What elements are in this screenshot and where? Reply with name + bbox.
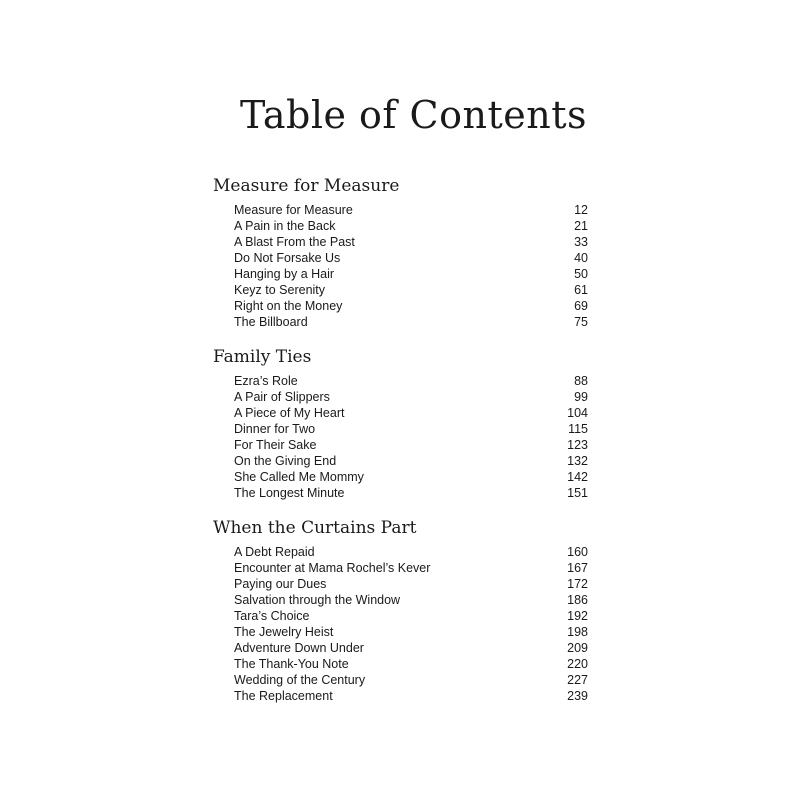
entry-page-number: 172 <box>567 577 588 591</box>
entry-page-number: 132 <box>567 454 588 468</box>
entry-list <box>213 202 588 330</box>
entry-title: Hanging by a Hair <box>234 267 335 281</box>
entry-page-number: 160 <box>567 545 588 559</box>
toc-section-family-ties <box>213 347 588 501</box>
entry-title: Salvation through the Window <box>234 593 401 607</box>
entry-page-number: 61 <box>574 283 588 297</box>
entry-title: Measure for Measure <box>234 203 353 217</box>
entry-list <box>213 373 588 501</box>
entry-page-number: 167 <box>567 561 588 575</box>
toc-entry <box>213 640 588 656</box>
entry-title: A Pain in the Back <box>234 219 336 233</box>
toc-entry <box>213 314 588 330</box>
toc-entry <box>213 266 588 282</box>
toc-entry <box>213 656 588 672</box>
toc-entry <box>213 576 588 592</box>
toc-entry <box>213 202 588 218</box>
entry-title: For Their Sake <box>234 438 317 452</box>
toc-body <box>213 176 588 721</box>
entry-title: The Billboard <box>234 315 308 329</box>
entry-page-number: 21 <box>574 219 588 233</box>
entry-page-number: 192 <box>567 609 588 623</box>
entry-title: Encounter at Mama Rochel’s Kever <box>234 561 431 575</box>
entry-title: Tara’s Choice <box>234 609 310 623</box>
entry-title: A Blast From the Past <box>234 235 355 249</box>
entry-title: Paying our Dues <box>234 577 327 591</box>
toc-entry <box>213 560 588 576</box>
entry-title: A Piece of My Heart <box>234 406 345 420</box>
toc-entry <box>213 405 588 421</box>
entry-title: Dinner for Two <box>234 422 316 436</box>
toc-section-when-the-curtains-part <box>213 518 588 704</box>
entry-title: The Longest Minute <box>234 486 345 500</box>
toc-entry <box>213 250 588 266</box>
toc-entry <box>213 688 588 704</box>
entry-list <box>213 544 588 704</box>
toc-entry <box>213 282 588 298</box>
entry-page-number: 75 <box>574 315 588 329</box>
section-heading: Family Ties <box>213 347 312 367</box>
entry-page-number: 12 <box>574 203 588 217</box>
toc-entry <box>213 608 588 624</box>
entry-title: On the Giving End <box>234 454 337 468</box>
entry-page-number: 227 <box>567 673 588 687</box>
entry-page-number: 151 <box>567 486 588 500</box>
entry-page-number: 69 <box>574 299 588 313</box>
entry-page-number: 142 <box>567 470 588 484</box>
toc-entry <box>213 389 588 405</box>
toc-entry <box>213 421 588 437</box>
toc-entry <box>213 469 588 485</box>
entry-title: The Thank-You Note <box>234 657 349 671</box>
entry-page-number: 33 <box>574 235 588 249</box>
entry-title: The Jewelry Heist <box>234 625 334 639</box>
toc-entry <box>213 373 588 389</box>
entry-page-number: 220 <box>567 657 588 671</box>
entry-title: A Debt Repaid <box>234 545 315 559</box>
entry-title: Right on the Money <box>234 299 343 313</box>
entry-title: Ezra’s Role <box>234 374 298 388</box>
page-title: Table of Contents <box>239 93 587 137</box>
entry-title: Do Not Forsake Us <box>234 251 341 265</box>
entry-title: The Replacement <box>234 689 333 703</box>
entry-title: Adventure Down Under <box>234 641 364 655</box>
entry-page-number: 88 <box>574 374 588 388</box>
entry-page-number: 40 <box>574 251 588 265</box>
toc-entry <box>213 218 588 234</box>
entry-title: A Pair of Slippers <box>234 390 330 404</box>
entry-page-number: 198 <box>567 625 588 639</box>
entry-page-number: 104 <box>567 406 588 420</box>
toc-entry <box>213 672 588 688</box>
entry-title: Wedding of the Century <box>234 673 366 687</box>
toc-entry <box>213 624 588 640</box>
toc-entry <box>213 485 588 501</box>
toc-entry <box>213 544 588 560</box>
toc-entry <box>213 437 588 453</box>
toc-entry <box>213 298 588 314</box>
entry-page-number: 99 <box>574 390 588 404</box>
entry-page-number: 115 <box>568 422 588 436</box>
toc-entry <box>213 234 588 250</box>
toc-entry <box>213 592 588 608</box>
entry-page-number: 209 <box>567 641 588 655</box>
entry-page-number: 186 <box>567 593 588 607</box>
section-heading: When the Curtains Part <box>213 518 417 538</box>
toc-section-measure-for-measure <box>213 176 588 330</box>
entry-page-number: 50 <box>574 267 588 281</box>
entry-title: Keyz to Serenity <box>234 283 326 297</box>
toc-entry <box>213 453 588 469</box>
entry-page-number: 239 <box>567 689 588 703</box>
section-heading: Measure for Measure <box>213 176 400 196</box>
entry-page-number: 123 <box>567 438 588 452</box>
entry-title: She Called Me Mommy <box>234 470 364 484</box>
